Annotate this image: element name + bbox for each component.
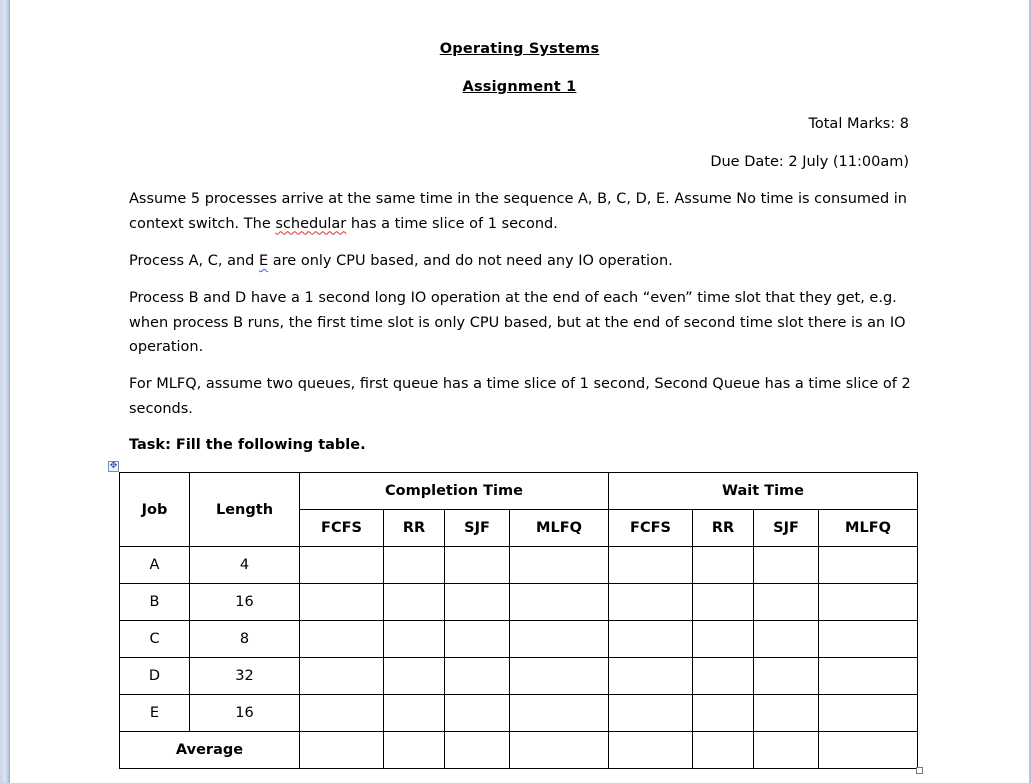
empty-cell[interactable] [384,584,445,621]
paragraph-cpu-processes [129,249,914,274]
empty-cell[interactable] [754,547,819,584]
completion-rr-header: RR [384,510,445,547]
document-page[interactable] [10,0,1029,783]
empty-cell[interactable] [609,547,693,584]
empty-cell[interactable] [609,695,693,732]
paragraph-text: has a time slice of 1 second. [346,215,558,232]
paragraph-assumptions [129,187,914,236]
paragraph-text: Assume 5 processes arrive at the same time in the sequence A, B, C, D, E. Assume No time is consumed in context switch. The [129,191,907,232]
empty-cell[interactable] [384,695,445,732]
completion-time-header: Completion Time [300,473,609,510]
task-heading: Task: Fill the following table. [129,437,366,453]
empty-cell[interactable] [384,621,445,658]
resize-square-icon[interactable] [916,767,923,774]
empty-cell[interactable] [693,584,754,621]
spelling-error-word[interactable]: schedular [275,215,347,232]
empty-cell[interactable] [384,547,445,584]
wait-time-header: Wait Time [609,473,918,510]
wait-sjf-header: SJF [754,510,819,547]
empty-cell[interactable] [819,732,918,769]
table-row [120,584,918,621]
empty-cell[interactable] [510,732,609,769]
empty-cell[interactable] [384,732,445,769]
empty-cell[interactable] [819,547,918,584]
empty-cell[interactable] [754,621,819,658]
empty-cell[interactable] [609,732,693,769]
paragraph-io-processes: Process B and D have a 1 second long IO operation at the end of each “even” time slot that they get, e.g. when process B runs, the first time slot is only CPU based, but at the end of second time slot there is an IO operation. [129,290,906,355]
empty-cell[interactable] [384,658,445,695]
empty-cell[interactable] [300,584,384,621]
length-cell[interactable]: 16 [190,584,300,621]
table-row [120,621,918,658]
empty-cell[interactable] [445,621,510,658]
paragraph-mlfq: For MLFQ, assume two queues, first queue has a time slice of 1 second, Second Queue has a time slice of 2 seconds. [129,376,911,417]
empty-cell[interactable] [693,621,754,658]
empty-cell[interactable] [510,658,609,695]
empty-cell[interactable] [819,658,918,695]
job-cell[interactable]: C [120,621,190,658]
empty-cell[interactable] [609,584,693,621]
empty-cell[interactable] [445,695,510,732]
total-marks: Total Marks: 8 [808,116,909,132]
empty-cell[interactable] [693,547,754,584]
job-cell[interactable]: A [120,547,190,584]
job-cell[interactable]: E [120,695,190,732]
average-row [120,732,918,769]
table-row [120,547,918,584]
empty-cell[interactable] [445,658,510,695]
document-subtitle: Assignment 1 [462,79,577,95]
empty-cell[interactable] [693,658,754,695]
window-frame-left [0,0,10,783]
empty-cell[interactable] [754,732,819,769]
job-header: Job [120,473,190,547]
empty-cell[interactable] [300,732,384,769]
empty-cell[interactable] [819,584,918,621]
length-cell[interactable]: 16 [190,695,300,732]
empty-cell[interactable] [445,547,510,584]
empty-cell[interactable] [510,584,609,621]
empty-cell[interactable] [510,621,609,658]
empty-cell[interactable] [693,732,754,769]
wait-mlfq-header: MLFQ [819,510,918,547]
empty-cell[interactable] [510,695,609,732]
empty-cell[interactable] [693,695,754,732]
job-cell[interactable]: D [120,658,190,695]
move-cross-icon[interactable]: ✥ [109,461,118,471]
length-cell[interactable]: 4 [190,547,300,584]
empty-cell[interactable] [754,695,819,732]
empty-cell[interactable] [754,658,819,695]
empty-cell[interactable] [819,621,918,658]
table-row [120,658,918,695]
wait-rr-header: RR [693,510,754,547]
empty-cell[interactable] [300,695,384,732]
table-row [120,695,918,732]
job-cell[interactable]: B [120,584,190,621]
empty-cell[interactable] [300,547,384,584]
completion-sjf-header: SJF [445,510,510,547]
length-cell[interactable]: 32 [190,658,300,695]
empty-cell[interactable] [819,695,918,732]
empty-cell[interactable] [445,732,510,769]
empty-cell[interactable] [609,658,693,695]
grammar-flag-word[interactable]: E [258,253,269,269]
average-label: Average [120,732,300,769]
empty-cell[interactable] [609,621,693,658]
schedule-table[interactable] [119,472,918,769]
wait-fcfs-header: FCFS [609,510,693,547]
paragraph-text: Process A, C, and [129,253,259,269]
document-title: Operating Systems [439,41,600,57]
completion-fcfs-header: FCFS [300,510,384,547]
completion-mlfq-header: MLFQ [510,510,609,547]
length-cell[interactable]: 8 [190,621,300,658]
empty-cell[interactable] [300,658,384,695]
length-header: Length [190,473,300,547]
due-date: Due Date: 2 July (11:00am) [710,154,909,170]
empty-cell[interactable] [445,584,510,621]
empty-cell[interactable] [754,584,819,621]
empty-cell[interactable] [300,621,384,658]
empty-cell[interactable] [510,547,609,584]
paragraph-text: are only CPU based, and do not need any IO operation. [268,253,673,269]
